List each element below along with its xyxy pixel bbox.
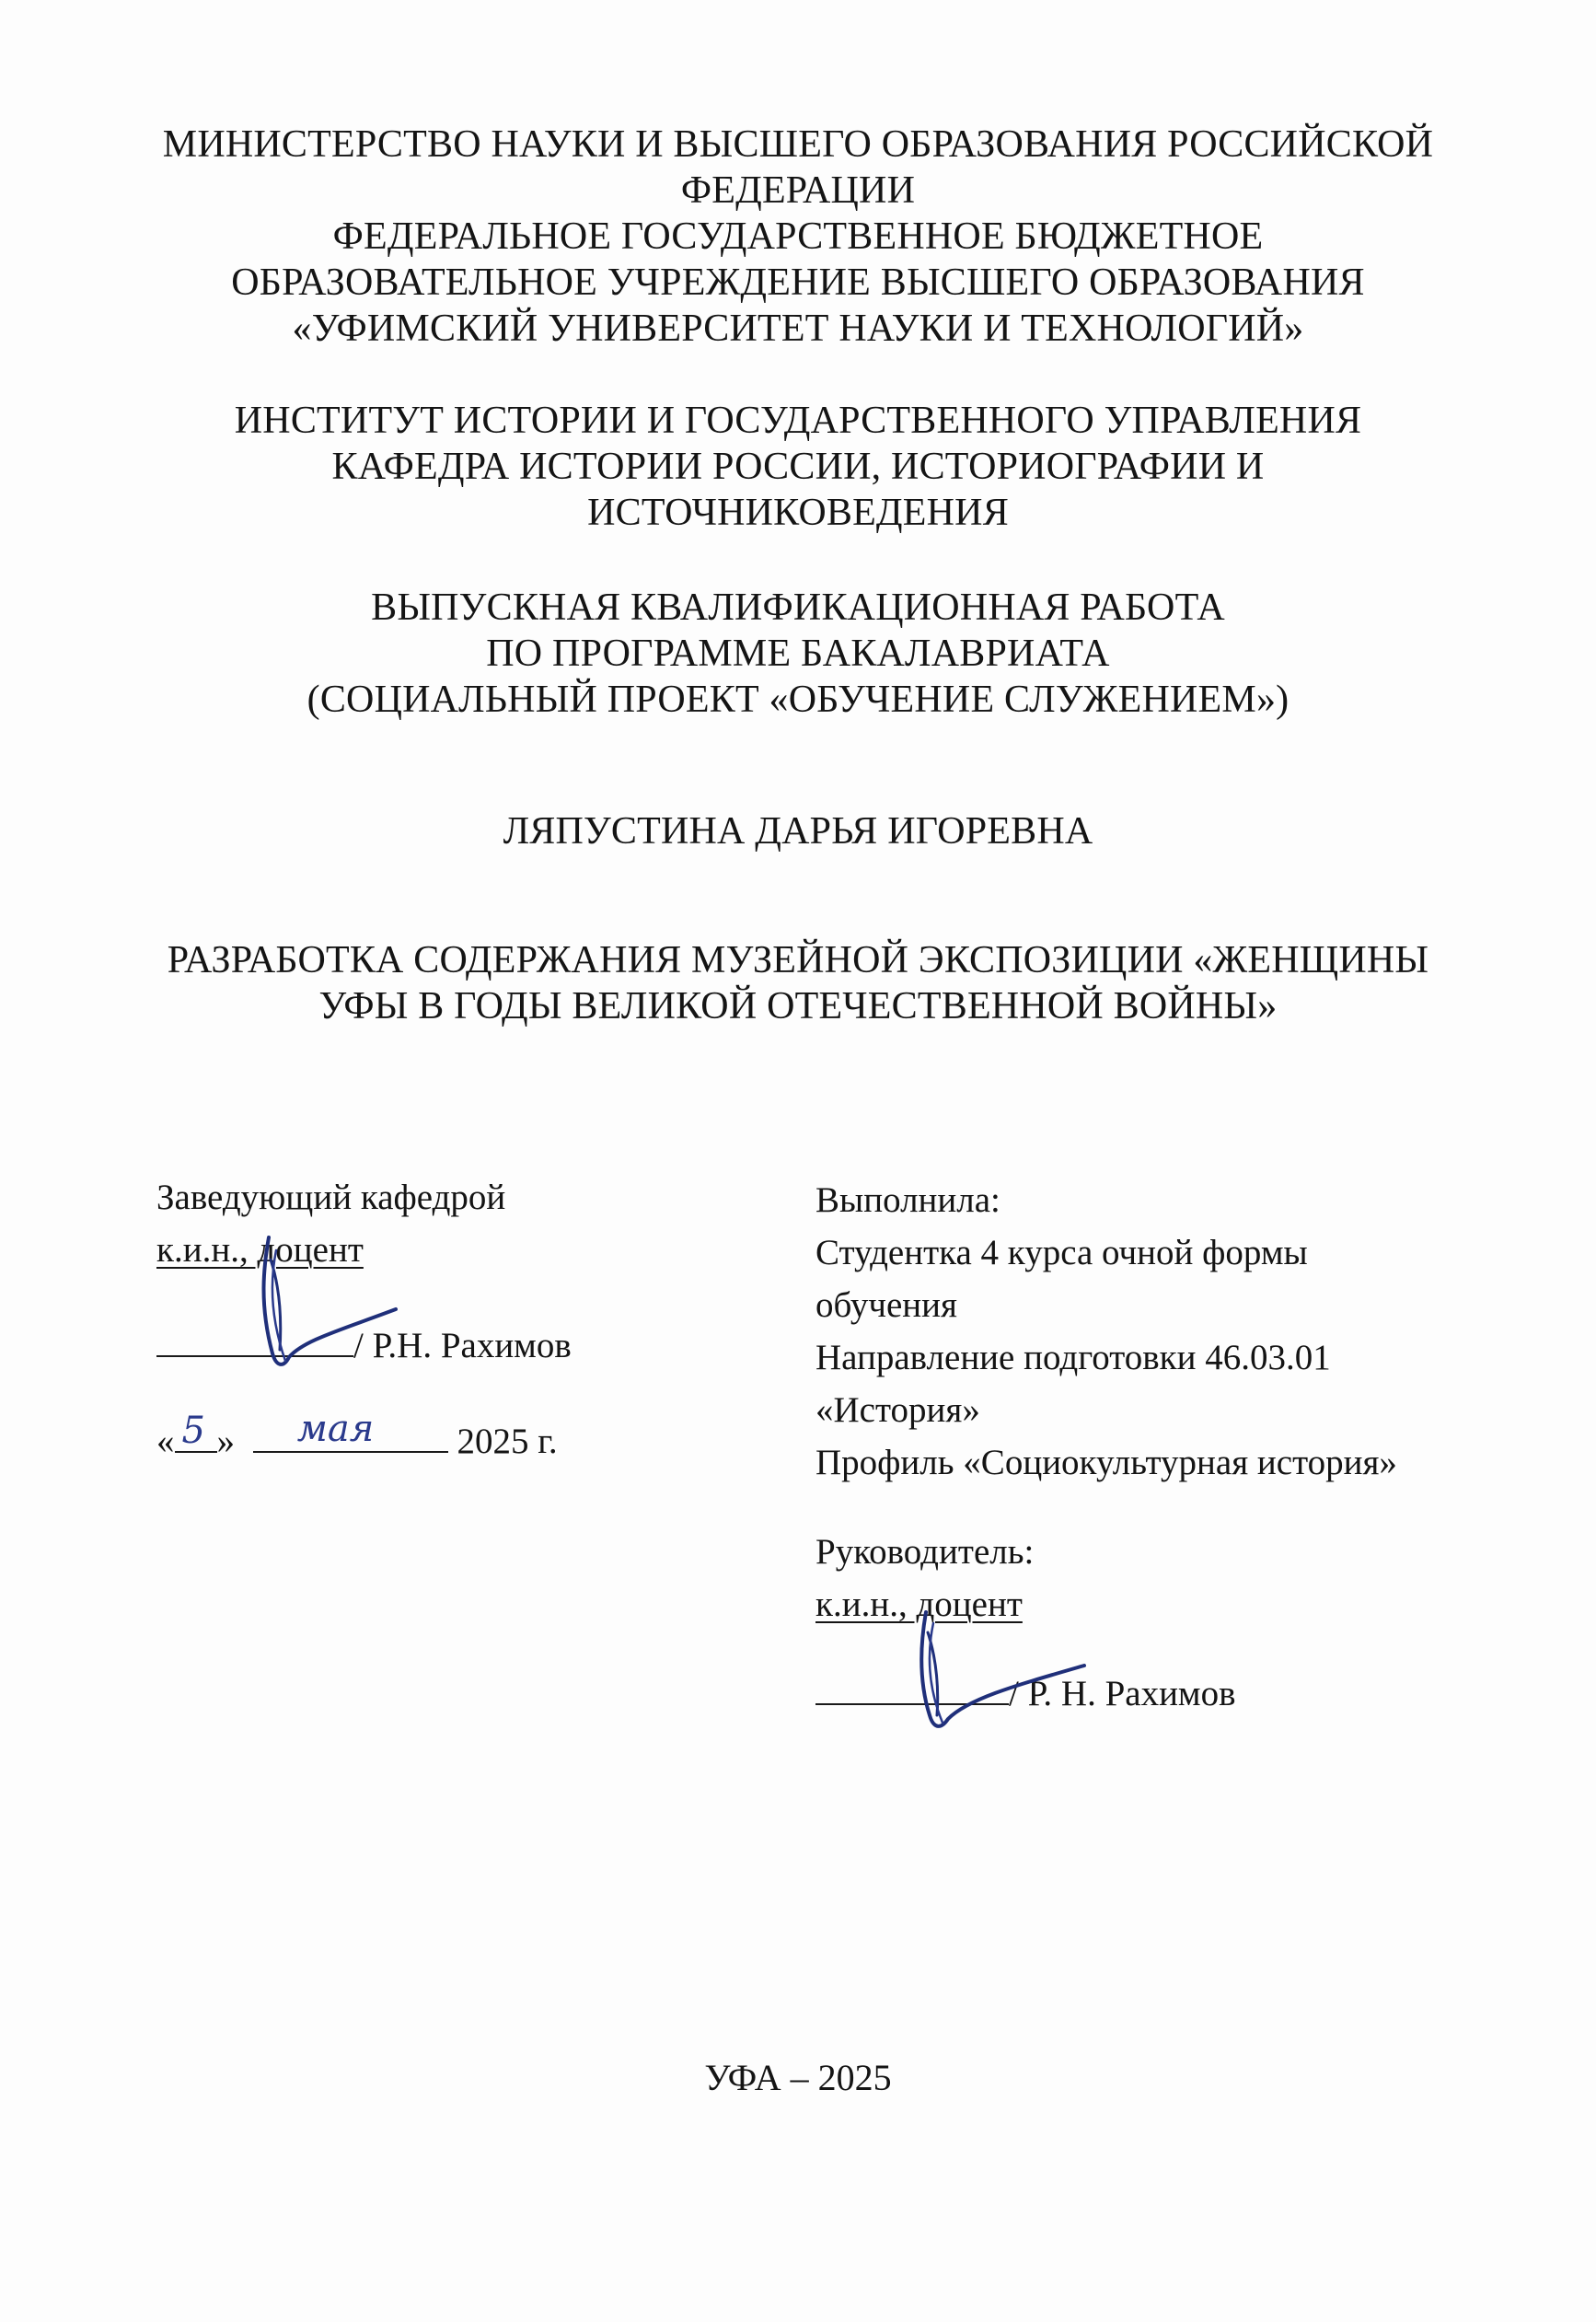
date-quote-open: « [156, 1422, 175, 1461]
ministry-line: ФЕДЕРАЛЬНОЕ ГОСУДАРСТВЕННОЕ БЮДЖЕТНОЕ [332, 215, 1264, 258]
head-date-row [156, 1408, 572, 1468]
date-day-handwritten: 5 [181, 1410, 205, 1452]
city-year: УФА – 2025 [704, 2057, 892, 2098]
ministry-line: МИНИСТЕРСТВО НАУКИ И ВЫСШЕГО ОБРАЗОВАНИЯ РОССИЙСКОЙ [162, 123, 1434, 166]
ministry-line: «УФИМСКИЙ УНИВЕРСИТЕТ НАУКИ И ТЕХНОЛОГИЙ» [292, 308, 1304, 350]
ministry-line: ОБРАЗОВАТЕЛЬНОЕ УЧРЕЖДЕНИЕ ВЫСШЕГО ОБРАЗОВАНИЯ [231, 261, 1365, 304]
profile: Профиль «Социокультурная история» [815, 1443, 1397, 1482]
direction-name: «История» [815, 1390, 980, 1430]
topic-line: УФЫ В ГОДЫ ВЕЛИКОЙ ОТЕЧЕСТВЕННОЙ ВОЙНЫ» [318, 985, 1278, 1027]
thesis-line: (СОЦИАЛЬНЫЙ ПРОЕКТ «ОБУЧЕНИЕ СЛУЖЕНИЕМ») [306, 679, 1290, 721]
supervisor-label: Руководитель: [815, 1532, 1035, 1572]
date-year: 2025 г. [457, 1422, 558, 1461]
institute-line: ИНСТИТУТ ИСТОРИИ И ГОСУДАРСТВЕННОГО УПРАВЛЕНИЯ [234, 400, 1362, 442]
ministry-header [120, 122, 1476, 352]
topic-line: РАЗРАБОТКА СОДЕРЖАНИЯ МУЗЕЙНОЙ ЭКСПОЗИЦИИ «ЖЕНЩИНЫ [167, 939, 1429, 981]
signature-line [815, 1668, 1009, 1705]
student-course: Студентка 4 курса очной формы [815, 1233, 1308, 1272]
head-signer: / Р.Н. Рахимов [353, 1326, 572, 1365]
institute-line: КАФЕДРА ИСТОРИИ РОССИИ, ИСТОРИОГРАФИИ И [331, 446, 1265, 488]
supervisor-signer: / Р. Н. Рахимов [1009, 1674, 1236, 1713]
date-month-field [253, 1408, 448, 1453]
student-course-cont: обучения [815, 1285, 957, 1325]
signature-line [156, 1320, 353, 1357]
head-degree: к.и.н., доцент [156, 1230, 364, 1270]
thesis-topic [120, 937, 1476, 1029]
date-month-handwritten: мая [296, 1408, 375, 1450]
date-quote-close: » [216, 1422, 235, 1461]
institute-header [120, 398, 1476, 536]
thesis-line: ПО ПРОГРАММЕ БАКАЛАВРИАТА [486, 633, 1110, 675]
head-role: Заведующий кафедрой [156, 1178, 506, 1217]
date-day-field [175, 1410, 217, 1453]
head-of-department-block [156, 1171, 572, 1468]
institute-line: ИСТОЧНИКОВЕДЕНИЯ [587, 492, 1009, 534]
author-name [120, 808, 1476, 854]
thesis-type [120, 585, 1476, 723]
direction: Направление подготовки 46.03.01 [815, 1338, 1331, 1377]
thesis-line: ВЫПУСКНАЯ КВАЛИФИКАЦИОННАЯ РАБОТА [371, 586, 1225, 629]
supervisor-signature-row [815, 1667, 1397, 1720]
done-label: Выполнила: [815, 1180, 1000, 1220]
student-block [815, 1174, 1397, 1720]
supervisor-degree: к.и.н., доцент [815, 1585, 1023, 1624]
ministry-line: ФЕДЕРАЦИИ [680, 169, 916, 212]
head-signature-row [156, 1319, 572, 1372]
author-line: ЛЯПУСТИНА ДАРЬЯ ИГОРЕВНА [503, 810, 1093, 853]
